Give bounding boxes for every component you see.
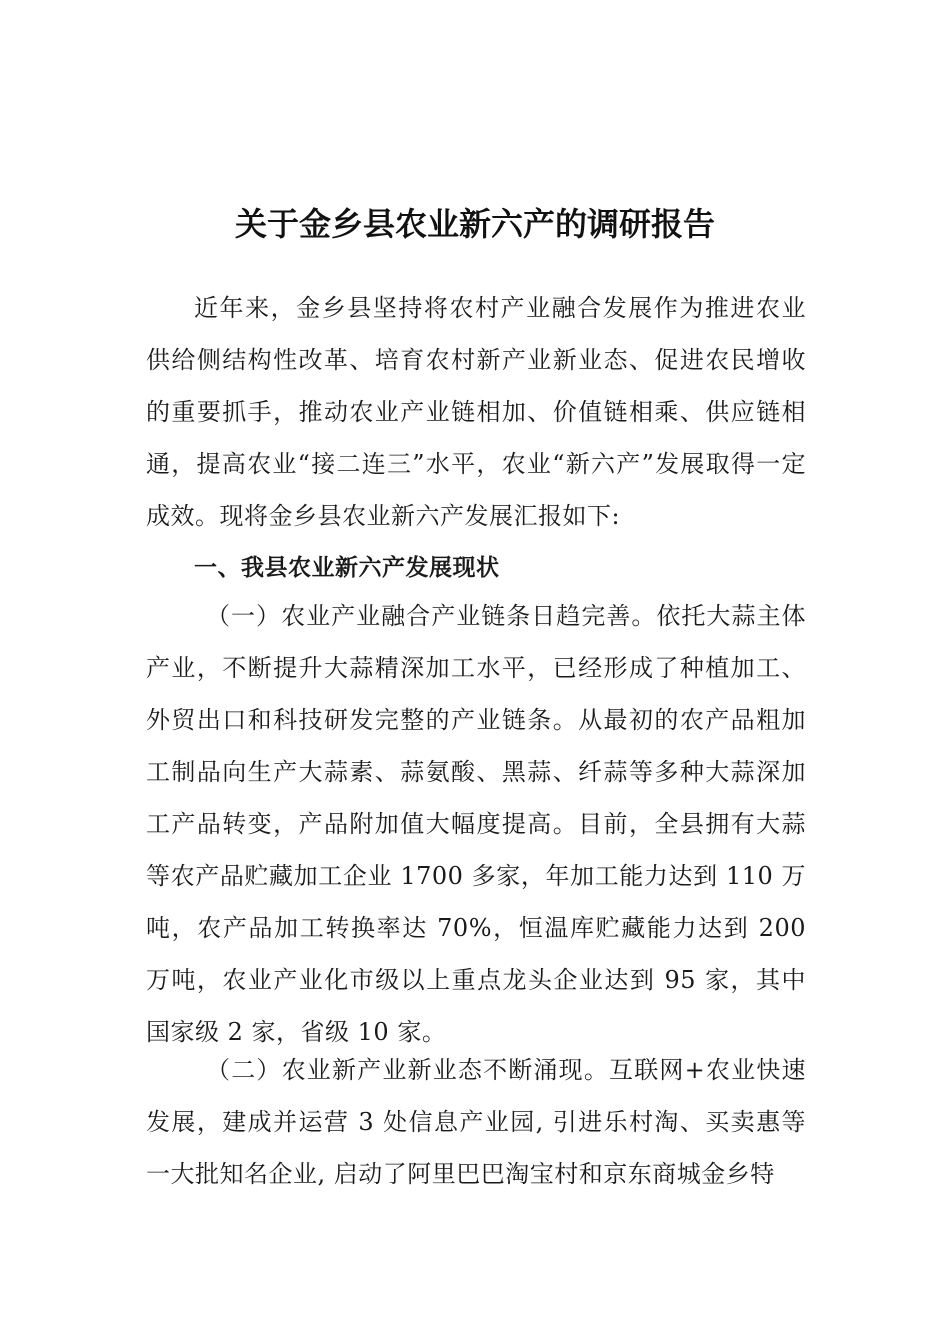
subsection-paragraph-1: （一）农业产业融合产业链条日趋完善。依托大蒜主体产业，不断提升大蒜精深加工水平，已经形成了种植加工、外贸出口和科技研发完整的产业链条。从最初的农产品粗加工制品向生产大蒜素、蒜氨酸、黑蒜、纤蒜等多种大蒜深加工产品转变，产品附加值大幅度提高。目前，全县拥有大蒜等农产品贮藏加工企业 1700 多家，年加工能力达到 110 万吨，农产品加工转换率达 70%，恒温库贮藏能力达到 200 万吨，农业产业化市级以上重点龙头企业达到 95 家，其中国家级 2 家，省级 10 家。 [146,602,806,1046]
section-heading-1: 一、我县农业新六产发展现状 [194,555,500,581]
subsection-paragraph-2: （二）农业新产业新业态不断涌现。互联网+农业快速发展，建成并运营 3 处信息产业园, 引进乐村淘、买卖惠等一大批知名企业, 启动了阿里巴巴淘宝村和京东商城金乡特 [146,1056,806,1188]
document-title: 关于金乡县农业新六产的调研报告 [234,205,715,243]
intro-paragraph: 近年来，金乡县坚持将农村产业融合发展作为推进农业供给侧结构性改革、培育农村新产业新业态、促进农民增收的重要抓手，推动农业产业链相加、价值链相乘、供应链相通，提高农业“接二连三”水平，农业“新六产”发展取得一定成效。现将金乡县农业新六产发展汇报如下: [146,294,806,530]
